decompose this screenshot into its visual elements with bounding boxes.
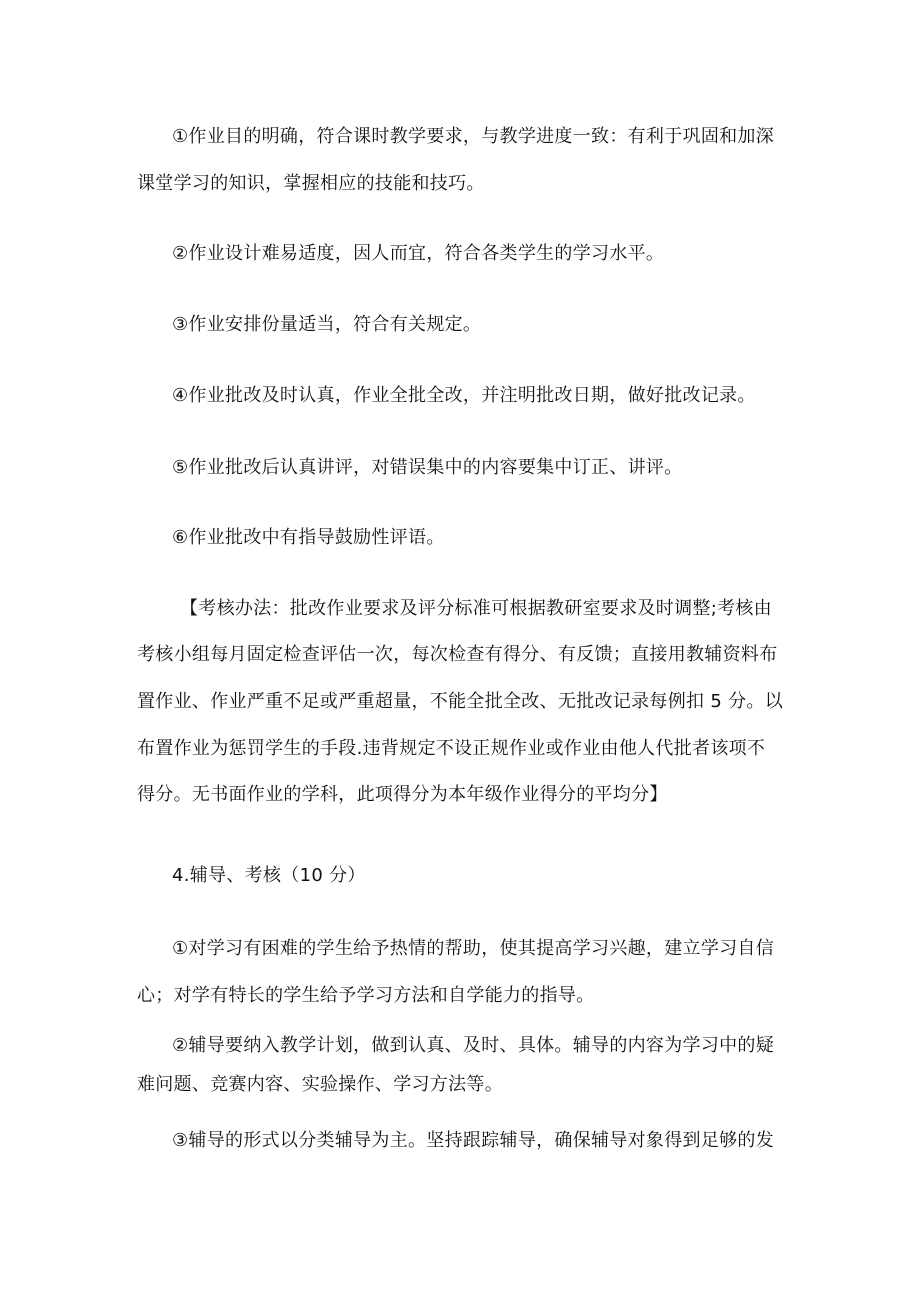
paragraph-line-8: ①对学习有困难的学生给予热情的帮助，使其提高学习兴趣，建立学习自信 <box>172 938 775 959</box>
assessment-note-line-4: 布置作业为惩罚学生的手段.违背规定不设正规作业或作业由他人代批者该项不 <box>137 738 766 759</box>
paragraph-line-11: 难问题、竞赛内容、实验操作、学习方法等。 <box>137 1074 503 1095</box>
paragraph-line-2: 课堂学习的知识，掌握相应的技能和技巧。 <box>137 173 485 194</box>
paragraph-line-6: ⑤作业批改后认真讲评，对错误集中的内容要集中订正、讲评。 <box>172 457 683 478</box>
section-heading: 4.辅导、考核（10 分） <box>172 865 366 886</box>
assessment-note-line-1: 【考核办法：批改作业要求及评分标准可根据教研室要求及时调整;考核由 <box>180 598 772 619</box>
paragraph-line-5: ④作业批改及时认真，作业全批全改，并注明批改日期，做好批改记录。 <box>172 385 756 406</box>
paragraph-line-3: ②作业设计难易适度，因人而宜，符合各类学生的学习水平。 <box>172 243 665 264</box>
assessment-note-line-5: 得分。无书面作业的学科，此项得分为本年级作业得分的平均分】 <box>137 784 668 805</box>
paragraph-line-7: ⑥作业批改中有指导鼓励性评语。 <box>172 527 445 548</box>
paragraph-line-4: ③作业安排份量适当，符合有关规定。 <box>172 314 482 335</box>
paragraph-line-12: ③辅导的形式以分类辅导为主。坚持跟踪辅导，确保辅导对象得到足够的发 <box>172 1130 775 1151</box>
assessment-note-line-3: 置作业、作业严重不足或严重超量，不能全批全改、无批改记录每例扣 5 分。以 <box>137 691 783 712</box>
paragraph-line-1: ①作业目的明确，符合课时教学要求，与教学进度一致：有利于巩固和加深 <box>172 126 775 147</box>
paragraph-line-9: 心；对学有特长的学生给予学习方法和自学能力的指导。 <box>137 985 595 1006</box>
paragraph-line-10: ②辅导要纳入教学计划，做到认真、及时、具体。辅导的内容为学习中的疑 <box>172 1035 775 1056</box>
assessment-note-line-2: 考核小组每月固定检查评估一次，每次检查有得分、有反馈；直接用教辅资料布 <box>137 644 778 665</box>
